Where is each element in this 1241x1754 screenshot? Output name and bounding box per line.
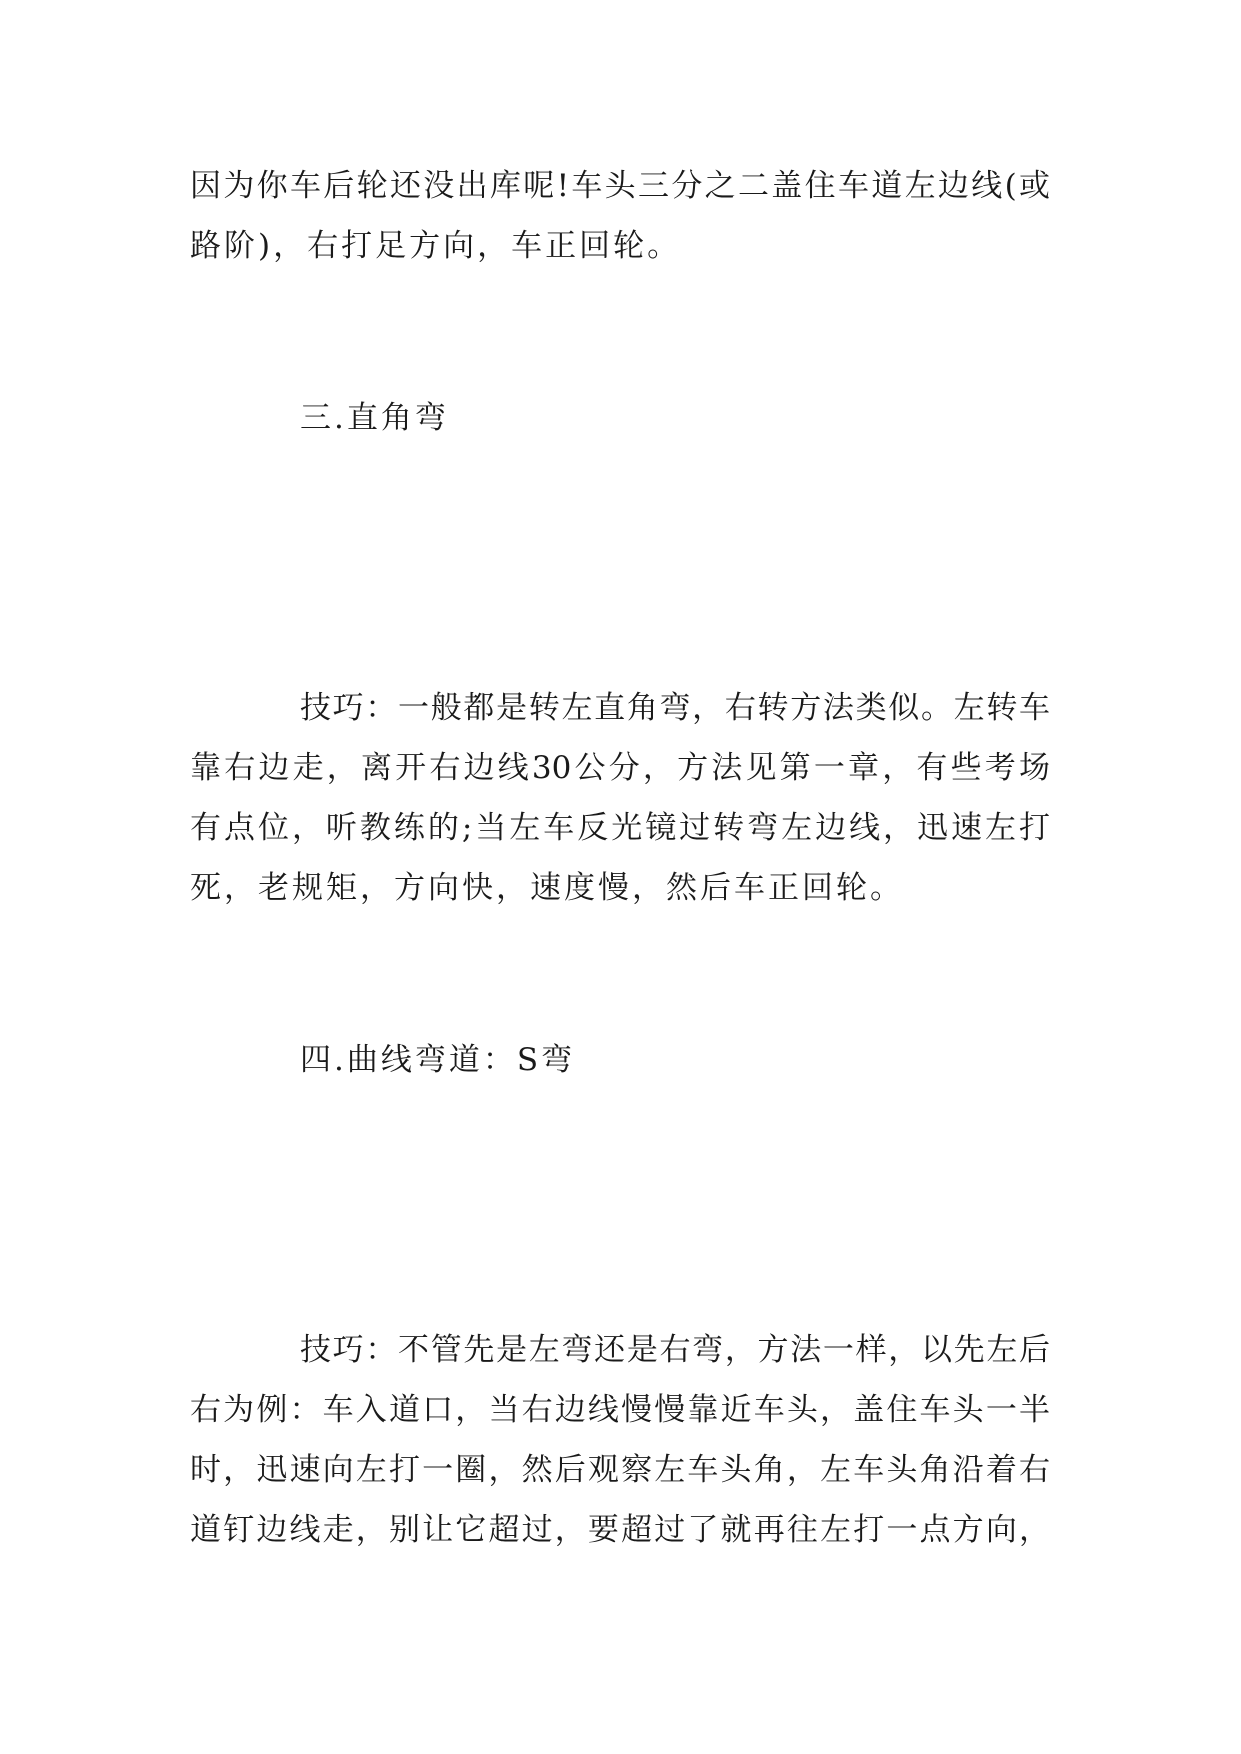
paragraph-line: 靠右边走，离开右边线30公分，方法见第一章，有些考场 xyxy=(190,750,1050,786)
paragraph-line: 时，迅速向左打一圈，然后观察左车头角，左车头角沿着右 xyxy=(190,1452,1050,1488)
paragraph-line: 死，老规矩，方向快，速度慢，然后车正回轮。 xyxy=(190,870,904,906)
paragraph-line: 路阶)，右打足方向，车正回轮。 xyxy=(190,228,682,264)
paragraph-line: 右为例：车入道口，当右边线慢慢靠近车头，盖住车头一半 xyxy=(190,1392,1050,1428)
paragraph-line: 技巧：不管先是左弯还是右弯，方法一样，以先左后 xyxy=(300,1332,1050,1368)
section-heading: 四.曲线弯道：S弯 xyxy=(300,1042,576,1078)
paragraph-line: 因为你车后轮还没出库呢!车头三分之二盖住车道左边线(或 xyxy=(190,168,1050,204)
paragraph-line: 技巧：一般都是转左直角弯，右转方法类似。左转车 xyxy=(300,690,1050,726)
paragraph-line: 道钉边线走，别让它超过，要超过了就再往左打一点方向， xyxy=(190,1512,1050,1548)
section-heading: 三.直角弯 xyxy=(300,400,449,436)
paragraph-line: 有点位，听教练的;当左车反光镜过转弯左边线，迅速左打 xyxy=(190,810,1050,846)
